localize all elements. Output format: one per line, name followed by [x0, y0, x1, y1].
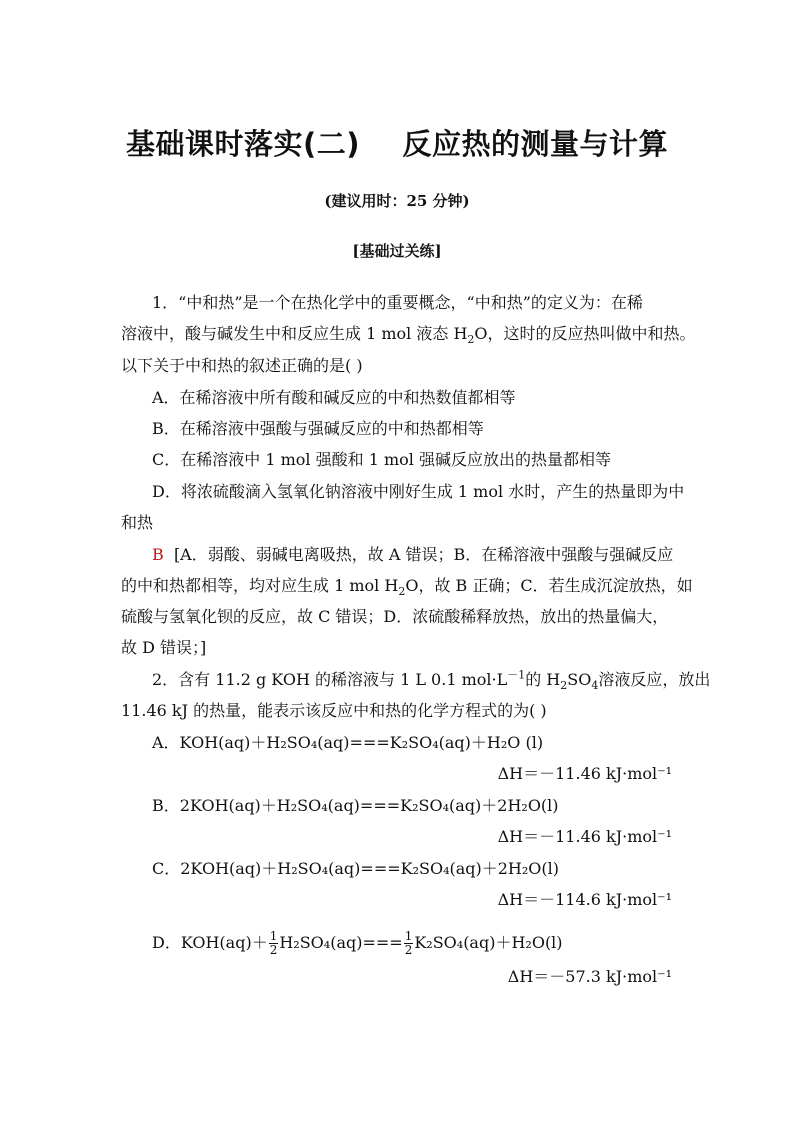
q2-stem-line2: 11.46 kJ 的热量，能表示该反应中和热的化学方程式的为( )	[121, 701, 547, 720]
q1-answer-line1: B [A．弱酸、弱碱电离吸热，故 A 错误；B．在稀溶液中强酸与强碱反应	[152, 545, 674, 564]
time-hint: (建议用时：25 分钟)	[324, 192, 470, 210]
q2-stem-line1: 2．含有 11.2 g KOH 的稀溶液与 1 L 0.1 $mol\cdot L^{-1}$的 $H_2SO_4$溶液反应，放出	[152, 668, 711, 693]
q2-option-c-enthalpy: ΔH＝－114.6 kJ·mol⁻¹	[497, 890, 672, 909]
q1-option-d-line1: D．将浓硫酸滴入氢氧化钠溶液中刚好生成 1 mol 水时，产生的热量即为中	[152, 482, 685, 501]
answer-letter: B	[152, 545, 164, 564]
q2-option-b: B．2KOH(aq)＋H₂SO₄(aq)===K₂SO₄(aq)＋2H₂O(l)	[152, 796, 559, 815]
fraction-half: $\frac{1}{2}$	[269, 929, 278, 957]
q2-option-c: C．2KOH(aq)＋H₂SO₄(aq)===K₂SO₄(aq)＋2H₂O(l)	[152, 859, 560, 878]
q1-stem-line3: 以下关于中和热的叙述正确的是( )	[121, 356, 363, 375]
q1-option-d-line2: 和热	[121, 513, 154, 532]
q2-option-d: D．KOH(aq)＋ $\frac{1}{2}$ H₂SO₄(aq)=== $\frac{1}{2}$ K₂SO₄(aq)＋H₂O(l)	[152, 929, 563, 957]
q1-answer-line3: 硫酸与氢氧化钡的反应，故 C 错误；D．浓硫酸稀释放热，放出的热量偏大，	[121, 607, 669, 626]
q1-answer-line4: 故 D 错误；]	[121, 638, 207, 657]
section-heading: [基础过关练]	[352, 242, 442, 260]
q1-answer-line2: 的中和热都相等，均对应生成 1 mol $H_2O$，故 B 正确；C．若生成沉淀放热，如	[121, 576, 693, 599]
q1-option-a: A．在稀溶液中所有酸和碱反应的中和热数值都相等	[152, 388, 516, 407]
q1-option-c: C．在稀溶液中 1 mol 强酸和 1 mol 强碱反应放出的热量都相等	[152, 450, 611, 469]
q2-option-d-enthalpy: ΔH＝－57.3 kJ·mol⁻¹	[507, 967, 672, 986]
q2-option-a-enthalpy: ΔH＝－11.46 kJ·mol⁻¹	[497, 764, 672, 783]
fraction-half: $\frac{1}{2}$	[404, 929, 413, 957]
page-title: 基础课时落实(二) 反应热的测量与计算	[126, 127, 668, 161]
q2-option-a: A．KOH(aq)＋H₂SO₄(aq)===K₂SO₄(aq)＋H₂O (l)	[152, 733, 544, 752]
q2-option-b-enthalpy: ΔH＝－11.46 kJ·mol⁻¹	[497, 827, 672, 846]
q1-stem-line1: 1．“中和热”是一个在热化学中的重要概念，“中和热”的定义为：在稀	[152, 293, 643, 312]
q1-stem-line2: 溶液中，酸与碱发生中和反应生成 1 mol 液态 $H_2O$，这时的反应热叫做中和热。	[121, 324, 696, 347]
q1-option-b: B．在稀溶液中强酸与强碱反应的中和热都相等	[152, 419, 484, 438]
